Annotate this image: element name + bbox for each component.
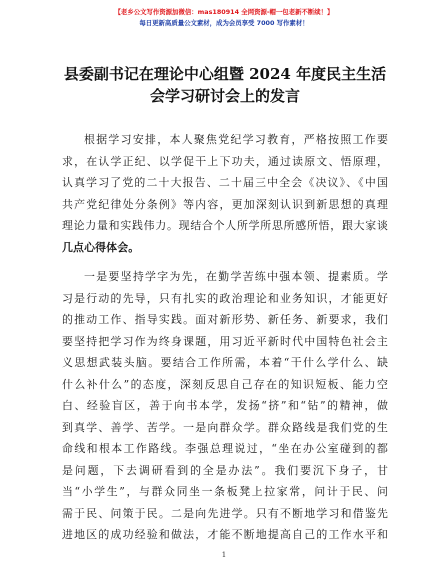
text-line-emphasis: 几点心得体会。 [62, 240, 140, 254]
text-line: 进地区的成功经验和做法，才能不断地提高自己的工作水平和 [62, 528, 388, 541]
promo-banner-blue: 每日更新高质量公文素材，成为会员享受 7000 写作素材！ [139, 19, 309, 27]
text-line: 命线和根本工作路线。李强总理说过，“坐在办公室碰到的都 [62, 442, 388, 455]
text-line: 共产党纪律处分条例》等内容，更加深刻认识到新思想的真理 [62, 197, 388, 211]
text-line: 一是要坚持学字为先，在勤学苦练中强本领、提素质。学 [84, 270, 388, 283]
text-line: 白、经验盲区，善于向书本学，发扬“挤”和“钻”的精神，做 [62, 399, 388, 412]
promo-banner-red: 【老乡公文写作资源加微信：mas180914 全网资源-帽一包老新不断续！】 [114, 8, 334, 16]
text-line: 需于民、问策于民。二是向先进学。只有不断地学习和借鉴先 [62, 506, 388, 520]
paragraph-study-first [62, 266, 388, 546]
page-number: 1 [221, 551, 227, 559]
text-line: 根据学习安排，本人聚焦党纪学习教育，严格按照工作要 [84, 133, 388, 146]
document-title [60, 63, 390, 107]
text-line: 的推动工作、指导实践。面对新形势、新任务、新要求，我们 [62, 313, 388, 326]
text-line: 理论力量和实践伟力。现结合个人所学所思所感所悟，跟大家谈 [62, 219, 388, 232]
text-line: 认真学习了党的二十大报告、二十届三中全会《决议》、《中国 [62, 176, 388, 189]
text-line: 求，在认学正纪、以学促干上下功夫，通过读原文、悟原理， [62, 154, 388, 168]
text-line: 习是行动的先导，只有扎实的政治理论和业务知识，才能更好 [62, 291, 388, 305]
text-line: 是问题，下去调研看到的全是办法”。我们要沉下身子，甘 [62, 463, 388, 477]
text-line: 当“小学生”，与群众同坐一条板凳上拉家常，问计于民、问 [62, 485, 388, 498]
document-body [62, 129, 388, 546]
title-line-2: 会学习研讨会上的发言 [149, 87, 300, 105]
text-line: 什么补什么”的态度，深刻反思自己存在的知识短板、能力空 [62, 377, 388, 391]
text-line: 到真学、善学、苦学。一是向群众学。群众路线是我们党的生 [62, 420, 388, 434]
text-line: 义思想武装头脑。要结合工作所需，本着“干什么学什么、缺 [62, 356, 388, 369]
paragraph-intro [62, 129, 388, 258]
title-line-1: 县委副书记在理论中心组暨 2024 年度民主生活 [63, 65, 387, 83]
text-line: 要坚持把学习作为终身课题，用习近平新时代中国特色社会主 [62, 334, 388, 348]
